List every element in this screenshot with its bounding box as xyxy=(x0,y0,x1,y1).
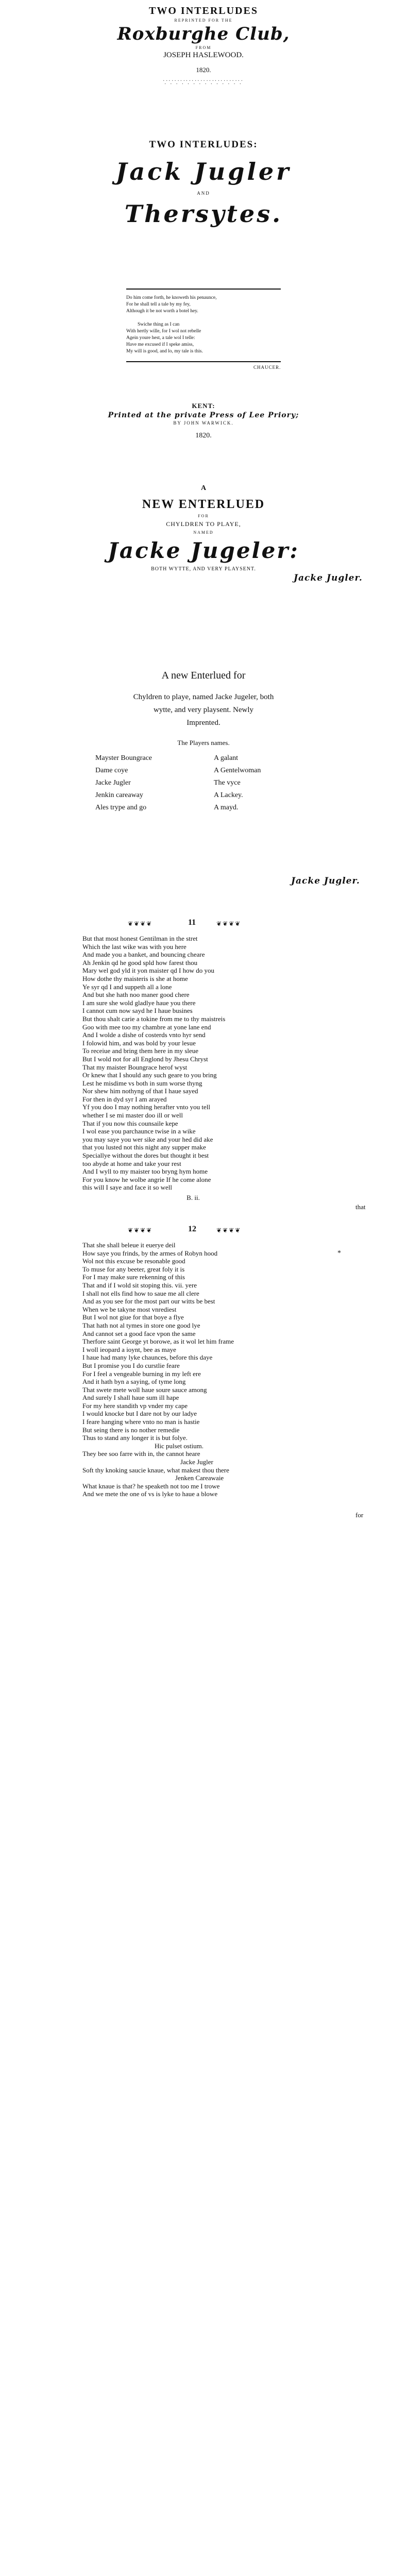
page-12-head xyxy=(0,1224,407,1237)
play-title-a: A xyxy=(200,484,207,492)
imprint-printer: BY JOHN WARWICK. xyxy=(173,420,234,426)
title-editor: JOSEPH HASLEWOOD. xyxy=(163,51,244,59)
section-and: AND xyxy=(197,191,210,196)
verse-line: I woll ieopard a ioynt, bee as maye xyxy=(82,1345,176,1353)
play-title-named: NAMED xyxy=(193,530,214,535)
enterlued-line3: Imprented. xyxy=(186,719,221,727)
player-name: Jenkin careaway xyxy=(95,791,143,799)
verse-line: Jenken Careawaie xyxy=(175,1474,224,1482)
page-11-head xyxy=(0,917,407,930)
player-row xyxy=(95,804,312,816)
verse-line: Lest he misdime vs both in sum worse thyng xyxy=(82,1079,202,1087)
verse-line: Jacke Jugler xyxy=(180,1458,213,1466)
verse-line: too abyde at home and take your rest xyxy=(82,1159,181,1167)
epigraph-line xyxy=(126,315,281,321)
page-11-number: 11 xyxy=(188,918,196,927)
player-name: Dame coye xyxy=(95,767,128,774)
page-11-right-ornament: ❦❦❦❦ xyxy=(216,920,242,927)
page-12 xyxy=(0,1224,407,1519)
verse-line: I folowid him, and was bold by your lesue xyxy=(82,1039,196,1047)
page-11-signature: B. ii. xyxy=(186,1194,200,1201)
player-row xyxy=(95,791,312,804)
verse-line: And as you see for the most part our witts be best xyxy=(82,1297,215,1306)
verse-line: When we be takyne most vnrediest xyxy=(82,1305,177,1313)
play-title-children: CHYLDREN TO PLAYE, xyxy=(166,520,241,528)
verse-line: To muse for any beeter, great foly it is xyxy=(82,1265,185,1273)
player-row xyxy=(95,779,312,791)
epigraph-line: Although it be not worth a botel hey. xyxy=(126,309,198,314)
epigraph-attribution: CHAUCER. xyxy=(253,365,281,370)
verse-line: Or knew that I should any such geare to you bring xyxy=(82,1071,217,1079)
imprint xyxy=(0,402,407,440)
title-year: 1820. xyxy=(196,66,211,74)
title-page xyxy=(0,5,407,86)
verse-line: whether I se mi master doo ill or well xyxy=(82,1111,183,1120)
verse-line: For then in dyd syr I am arayed xyxy=(82,1095,167,1103)
verse-line: I am sure she wold gladlye haue you there xyxy=(82,998,196,1007)
play-title-desc: BOTH WYTTE, AND VERY PLAYSENT. xyxy=(151,566,256,572)
epigraph-top-rule xyxy=(126,289,281,290)
epigraph-line: My will is good, and lo, my tale is this. xyxy=(126,349,203,354)
player-role: A mayd. xyxy=(214,804,239,811)
page-12-catchword: for xyxy=(355,1511,364,1519)
page-12-number: 12 xyxy=(188,1225,196,1233)
page-12-left-ornament: ❦❦❦❦ xyxy=(128,1227,153,1234)
verse-line: But I wold not for all Englond by Jhesu Chryst xyxy=(82,1055,208,1063)
page-11 xyxy=(0,917,407,1211)
verse-line: And made you a banket, and bouncing cheare xyxy=(82,951,205,959)
enterlued-line1: Chyldren to playe, named Jacke Jugeler, both xyxy=(133,693,274,701)
player-row xyxy=(95,754,312,767)
verse-line: Speciallye without the dores but thought it best xyxy=(82,1151,209,1160)
verse-line: Hic pulset ostium. xyxy=(155,1442,204,1450)
imprint-place: KENT: xyxy=(192,402,215,410)
verse-line: I haue had many lyke chaunces, before this daye xyxy=(82,1353,213,1362)
verse-line: Which the last wike was with you here xyxy=(82,942,186,951)
epigraph xyxy=(0,289,407,370)
section-heading: TWO INTERLUDES: xyxy=(149,139,258,150)
verse-line: Ye syr qd I and suppeth all a lone xyxy=(82,982,172,991)
play-title-new: NEW ENTERLUED xyxy=(142,498,265,511)
verse-line: And but she hath noo maner good chere xyxy=(82,991,190,999)
verse-line: I cannot cum now sayd he I haue busines xyxy=(82,1007,193,1015)
verse-line: I feare hanging where vnto no man is hastie xyxy=(82,1418,200,1426)
page-11-left-ornament: ❦❦❦❦ xyxy=(128,920,153,927)
page-12-text xyxy=(82,1241,330,1498)
epigraph-bottom-rule xyxy=(126,361,281,362)
epigraph-line: Swiche thing as I can xyxy=(138,322,180,327)
verse-line: But that most honest Gentilman in the stret xyxy=(82,935,198,942)
page-11-catchword: that xyxy=(355,1203,366,1211)
verse-line: Thus to stand any longer it is but folye. xyxy=(82,1434,188,1442)
ornament-rule: ⸪⸪⸪⸪⸪⸪⸪⸪⸪⸪⸪⸪⸪⸪ xyxy=(163,80,244,86)
verse-line: That if you now this counsaile kepe xyxy=(82,1119,178,1127)
play-title xyxy=(0,484,407,583)
verse-line: And surely I shall haue sum ill hape xyxy=(82,1394,179,1402)
verse-line: Therfore saint George yt borowe, as it wol let him frame xyxy=(82,1337,234,1346)
page-12-right-ornament: ❦❦❦❦ xyxy=(216,1227,242,1234)
player-name: Mayster Boungrace xyxy=(95,754,152,762)
page-12-marginal-mark: * xyxy=(337,1249,341,1257)
verse-line: That and if I wold sit stoping this. vii. yere xyxy=(82,1281,197,1289)
title-club: Roxburghe Club, xyxy=(117,24,290,44)
title-heading: TWO INTERLUDES xyxy=(149,5,258,16)
verse-line: Nor shew him nothyng of that I haue sayed xyxy=(82,1087,198,1095)
enterlued-line2: wytte, and very playsent. Newly xyxy=(153,706,254,714)
player-role: A Gentelwoman xyxy=(214,767,261,774)
verse-line: For you know he wolbe angrie If he come alone xyxy=(82,1175,211,1183)
verse-line: For I feel a vengeable burning in my left ere xyxy=(82,1369,201,1378)
player-row xyxy=(95,767,312,779)
verse-line: And we mete the one of vs is lyke to haue a blowe xyxy=(82,1490,218,1498)
verse-line: And I wolde a dishe of costerds vnto hyr send xyxy=(82,1031,206,1039)
players-heading: The Players names. xyxy=(177,739,230,747)
verse-line: And cannot set a good face vpon the same xyxy=(82,1329,196,1337)
enterlued-title: A new Enterlued for xyxy=(161,670,246,681)
verse-line: That she shall beleue it euerye deil xyxy=(82,1241,176,1249)
verse-line: you may saye you wer sike and your hed did ake xyxy=(82,1135,213,1143)
verse-line: They bee soo farre with in, the cannot heare xyxy=(82,1450,200,1458)
epigraph-lines xyxy=(126,295,281,355)
verse-line: That my maister Boungrace herof wyst xyxy=(82,1063,188,1071)
verse-line: That swete mete woll haue soure sauce among xyxy=(82,1385,207,1394)
epigraph-line: Agein youre hest, a tale wol I telle: xyxy=(126,335,195,341)
epigraph-line: Have me excused if I speke amiss, xyxy=(126,342,194,347)
verse-line: For I may make sure rekenning of this xyxy=(82,1273,185,1281)
title-reprinted: REPRINTED FOR THE xyxy=(174,18,233,23)
verse-line: Yf you doo I may nothing herafter vnto you tell xyxy=(82,1103,211,1111)
verse-line: But I promise you I do curstlie feare xyxy=(82,1361,180,1369)
player-role: A Lackey. xyxy=(214,791,243,799)
verse-line: Soft thy knoking saucie knaue, what makest thou there xyxy=(82,1466,229,1474)
verse-line: But I wol not giue for that boye a flye xyxy=(82,1313,184,1321)
player-role: The vyce xyxy=(214,779,241,787)
verse-line: I wol ease you parchaunce twise in a wike xyxy=(82,1127,196,1136)
verse-line: But thou shalt carie a tokine from me to thy maistreis xyxy=(82,1014,226,1023)
verse-line: How dothe thy maisteris is she at home xyxy=(82,974,188,982)
player-role: A galant xyxy=(214,754,239,762)
enterlued-page xyxy=(0,670,407,886)
verse-line: Ah Jenkin qd he good spld how farest thou xyxy=(82,958,198,967)
verse-line: this will I saye and face it so well xyxy=(82,1183,173,1192)
verse-line: To receiue and bring them here in my sleue xyxy=(82,1047,199,1055)
verse-line: But seing there is no nother remedie xyxy=(82,1426,180,1434)
verse-line: And it hath byn a saying, of tyme long xyxy=(82,1378,186,1386)
players-list xyxy=(95,754,312,816)
verse-line: For my here standith vp vnder my cape xyxy=(82,1401,188,1410)
imprint-year: 1820. xyxy=(195,432,212,439)
section-play2: Thersytes. xyxy=(124,200,283,228)
verse-line: How saye you frinds, by the armes of Robyn hood xyxy=(82,1249,218,1257)
title-from: FROM xyxy=(195,45,212,50)
player-name: Jacke Jugler xyxy=(95,779,131,787)
page-11-text xyxy=(82,935,319,1192)
verse-line: I would knocke but I dare not by our ladye xyxy=(82,1410,197,1418)
verse-line: that you lusted not this night any supper make xyxy=(82,1143,206,1151)
epigraph-line: For he shall tell a tale by my fey, xyxy=(126,302,191,307)
play-title-for: FOR xyxy=(198,514,209,518)
verse-line: Goo with mee too my chambre at yone lane end xyxy=(82,1023,211,1031)
imprint-press: Printed at the private Press of Lee Priory; xyxy=(108,411,299,419)
verse-line: Mary wel god yld it yon maister qd I how do you xyxy=(82,967,214,975)
player-name: Ales trype and go xyxy=(95,804,147,811)
section-play1: Jack Jugler xyxy=(115,158,292,185)
verse-line: What knaue is that? he speaketh not too me I trowe xyxy=(82,1482,220,1490)
play-title-signature: Jacke Jugler. xyxy=(294,573,363,583)
verse-line: And I wyll to my maister too bryng hym home xyxy=(82,1167,208,1176)
verse-line: That hath not al tymes in store one good lye xyxy=(82,1321,200,1329)
verse-line: I shall not ells find how to saue me all clere xyxy=(82,1289,199,1297)
section-title xyxy=(0,139,407,228)
epigraph-line: Do him come forth, he knoweth his penaunce, xyxy=(126,295,217,300)
enterlued-signature: Jacke Jugler. xyxy=(291,876,360,886)
play-title-name: Jacke Jugeler: xyxy=(108,538,299,563)
epigraph-line: With hertly wille, for I wol not rebelle xyxy=(126,329,201,334)
verse-line: Wol not this excuse be resonable good xyxy=(82,1257,185,1265)
